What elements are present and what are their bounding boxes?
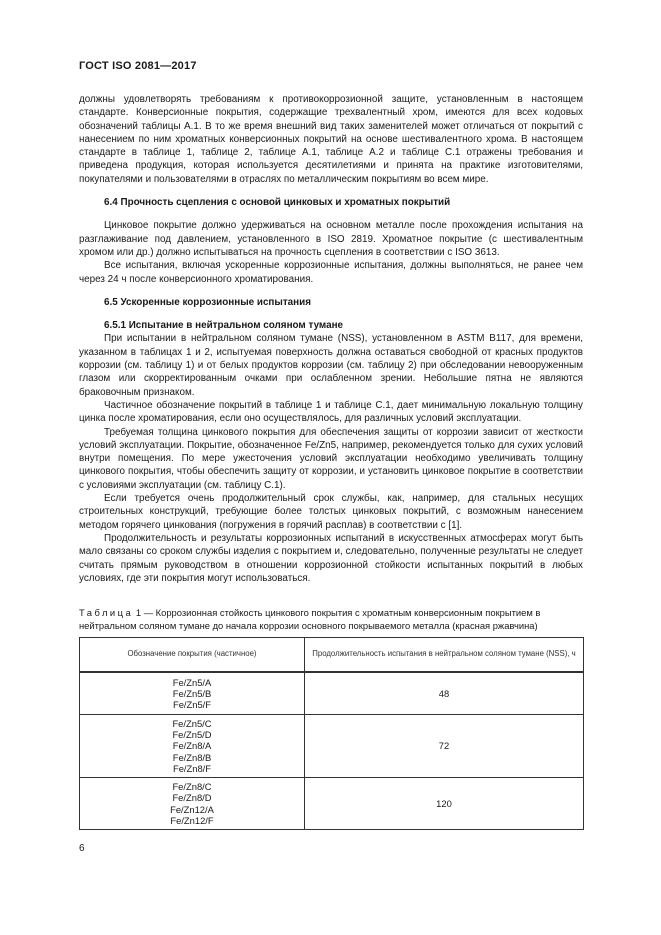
table-caption-label: Таблица (79, 607, 134, 618)
coating-code: Fe/Zn8/B (172, 751, 212, 763)
coating-codes-cell (80, 715, 305, 778)
coating-code: Fe/Zn5/D (172, 729, 212, 741)
coating-code: Fe/Zn5/F (172, 699, 212, 711)
corrosion-table (79, 637, 584, 830)
intro-paragraph: должны удовлетворять требованиям к противокоррозионной защите, установленным в настоящем стандарте. Конверсионные покрытия, содержащие трехвалентный хром, имеются для всех кодовых обозначений таблицы А.1. В то же время внешний вид таких заменителей может отличаться от покрытий с нанесением по ним хроматных конверсионных покрытий на основе шестивалентного хрома. В настоящем стандарте в таблице 1, таблице 2, таблице А.1, таблице А.2 и таблице С.1 отражены требования и приведена продукция, которая используется десятилетиями и принята на практике изготовителями, покупателями и пользователями в отраслях по металлическим покрытиям во всем мире. (79, 94, 583, 185)
document-body (79, 93, 583, 585)
subsection-heading-6-5-1: 6.5.1 Испытание в нейтральном соляном тумане (104, 320, 344, 332)
test-hours-cell: 120 (305, 778, 584, 830)
table-caption-text: 1 — Коррозионная стойкость цинкового покрытия с хроматным конверсионным покрытием в нейтральном соляном тумане до начала коррозии основного покрываемого металла (красная ржавчина) (79, 607, 541, 631)
paragraph: Если требуется очень продолжительный срок службы, как, например, для стальных несущих строительных конструкций, требующие более толстых цинковых покрытий, с возможным нанесением методом горячего цинкования (погружения в горячий расплав) в соответствии с [1]. (79, 493, 583, 531)
coating-code: Fe/Zn5/B (172, 687, 212, 699)
table-header-row (80, 638, 584, 673)
coating-code: Fe/Zn12/A (170, 803, 214, 815)
coating-code: Fe/Zn8/C (172, 781, 212, 793)
page-number: 6 (79, 843, 85, 854)
coating-code: Fe/Zn12/F (170, 814, 214, 826)
coating-code: Fe/Zn8/F (172, 762, 212, 774)
coating-code: Fe/Zn5/C (172, 717, 212, 729)
coating-codes-cell (80, 672, 305, 715)
paragraph: Продолжительность и результаты коррозионных испытаний в искусственных атмосферах могут быть мало связаны со сроком службы изделия с покрытием и, следовательно, полученные результаты не следует считать прямым руководством в отношении коррозионной стойкости испытанных покрытий в любых условиях, где эти покрытия могут использоваться. (79, 532, 583, 584)
section-heading-6-4: 6.4 Прочность сцепления с основой цинковых и хроматных покрытий (104, 197, 451, 209)
paragraph: Частичное обозначение покрытий в таблице 1 и таблице С.1, дает минимальную локальную толщину цинка после хроматирования, если оно осуществлялось, для различных условий эксплуатации. (79, 399, 583, 425)
coating-code: Fe/Zn8/A (172, 740, 212, 752)
table-caption (79, 606, 583, 632)
section-heading-6-5: 6.5 Ускоренные коррозионные испытания (104, 296, 311, 308)
table-row (80, 672, 584, 715)
paragraph: Цинковое покрытие должно удерживаться на основном металле после прохождения испытания на разглаживание под давлением, установленного в ISO 2819. Хроматное покрытие (с шестивалентным хромом или др.) должно испытываться на прочность сцепления в соответствии с ISO 3613. (79, 220, 583, 258)
coating-codes-cell (80, 778, 305, 830)
paragraph: Все испытания, включая ускоренные коррозионные испытания, должны выполняться, не ранее чем через 24 ч после конверсионного хроматирования. (79, 260, 583, 285)
test-hours-cell: 72 (305, 715, 584, 778)
document-header: ГОСТ ISO 2081—2017 (79, 60, 197, 72)
paragraph: При испытании в нейтральном соляном тумане (NSS), установленном в ASTM B117, для времени, указанном в таблицах 1 и 2, испытуемая поверхность должна оставаться свободной от красных продуктов коррозии (см. таблицу 1) и от белых продуктов коррозии (см. таблицу 2) при обследовании невооруженным глазом или скорректированным очками при ослабленном зрении. Небольшие пятна не являются браковочным признаком. (79, 333, 583, 398)
coating-code: Fe/Zn5/A (172, 676, 212, 688)
column-header-duration: Продолжительность испытания в нейтральном соляном тумане (NSS), ч (305, 638, 584, 673)
coating-code: Fe/Zn8/D (172, 792, 212, 804)
column-header-designation: Обозначение покрытия (частичное) (80, 638, 305, 673)
table-row (80, 715, 584, 778)
table-row (80, 778, 584, 830)
paragraph: Требуемая толщина цинкового покрытия для обеспечения защиты от коррозии зависит от жесткости условий эксплуатации. Покрытие, обозначенное Fe/Zn5, например, рекомендуется только для сухих условий внутри помещения. По мере ужесточения условий эксплуатации необходимо увеличивать толщину цинкового покрытия, чтобы обеспечить защиту от коррозии, и установить цинковое покрытие в соответствии с условиями эксплуатации (см. таблицу С.1). (79, 426, 583, 491)
test-hours-cell: 48 (305, 672, 584, 715)
